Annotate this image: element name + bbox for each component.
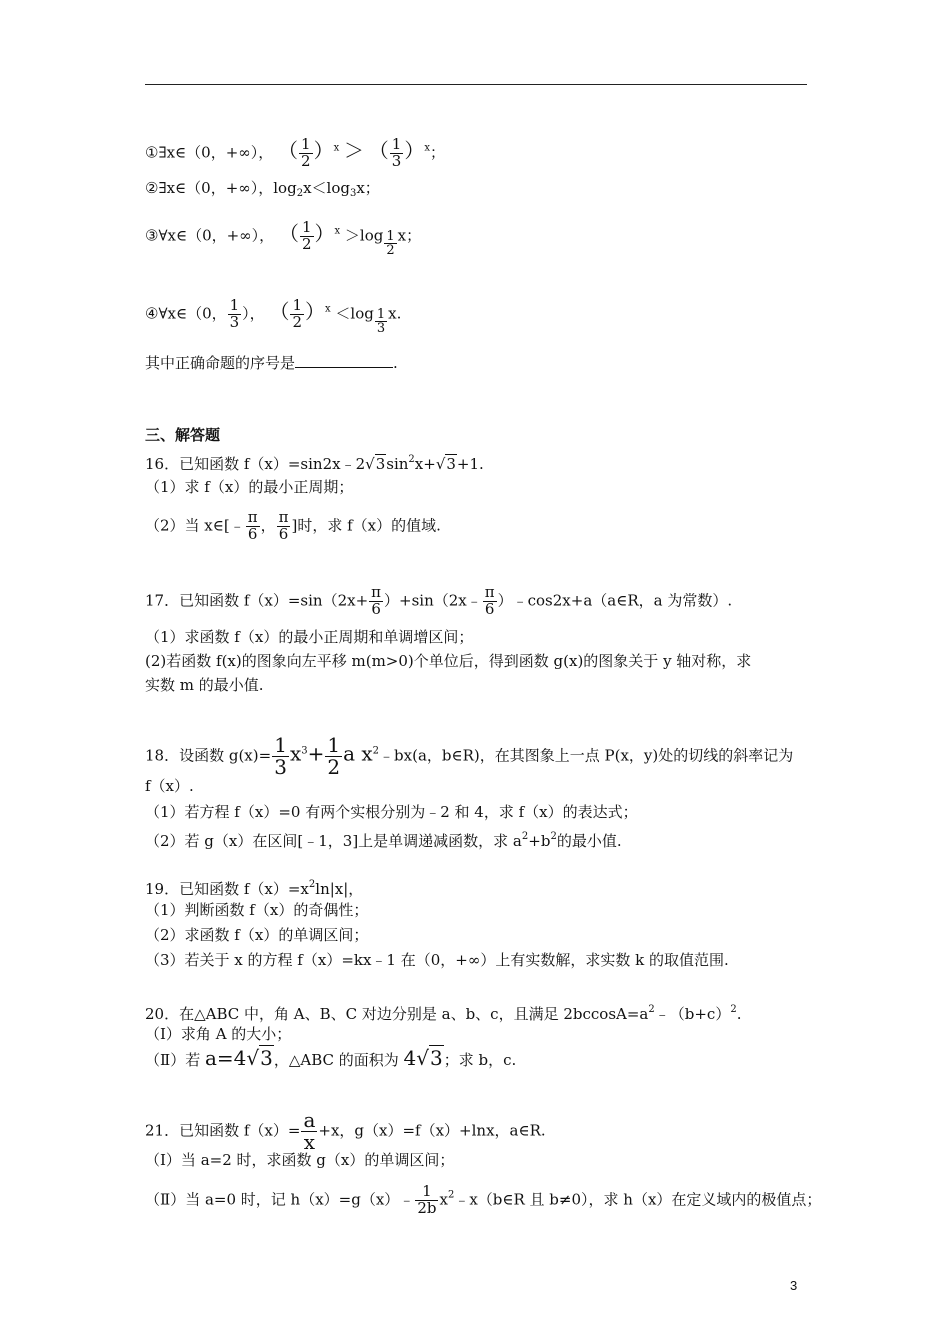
question-18-part-1: （1）若方程 f（x）=0 有两个实根分别为﹣2 和 4，求 f（x）的表达式； xyxy=(145,803,638,821)
question-20-part-1: （Ⅰ）求角 A 的大小； xyxy=(145,1025,292,1043)
header-rule xyxy=(145,84,807,85)
question-18: 18．设函数 g(x)= $\frac{1}{3}$ $x^3+$ $\frac{1}{2}$ a $x^2﹣bx(a$，b∈R)，在其图象上一点 P(x，y)处的切线的斜率记为 xyxy=(145,733,794,779)
question-17-part-2: (2)若函数 f(x)的图象向左平移 m(m>0)个单位后，得到函数 g(x)的图象关于 y 轴对称，求 xyxy=(145,652,752,670)
question-20: 20．在△ABC 中，角 A、B、C 对边分别是 a、b、c，且满足 $2bccosA=a^2﹣(b+c)^2$. xyxy=(145,1004,742,1023)
question-16: 16．已知函数 $f(x)=\sin 2x﹣2√3\sin^2x+√3+1$. xyxy=(145,454,484,473)
question-19-part-1: （1）判断函数 f（x）的奇偶性； xyxy=(145,901,369,919)
page-number: 3 xyxy=(790,1278,798,1293)
question-16-part-2: （2）当 x∈[﹣ $\frac{\pi}{6}$ ， $\frac{\pi}{6}$ ]时，求 f（x）的值域. xyxy=(145,508,441,543)
question-16-part-1: （1）求 f（x）的最小正周期； xyxy=(145,478,354,496)
question-17-part-1: （1）求函数 f（x）的最小正周期和单调增区间； xyxy=(145,628,474,646)
proposition-3: ③∀x∈（0，+∞）， （ $\frac{1}{2}$ ）$^x$ ＞log $\frac{1}{2}$ x； xyxy=(145,218,422,259)
question-19: 19．已知函数 $f(x)=x^2\ln|x|$， xyxy=(145,879,364,898)
fill-blank-question: 其中正确命题的序号是 . xyxy=(145,354,398,372)
proposition-4: ④∀x∈（0， $\frac{1}{3}$ ）， （ $\frac{1}{2}$ ）$^x$ ＜log $\frac{1}{3}$ x. xyxy=(145,296,402,337)
question-17-part-2-cont: 实数 m 的最小值. xyxy=(145,676,264,694)
question-20-part-2: （Ⅱ）若 a=4√3，△ABC 的面积为 4√3；求 b，c. xyxy=(145,1046,517,1070)
section-title: 三、解答题 xyxy=(145,426,221,444)
question-19-part-2: （2）求函数 f（x）的单调区间； xyxy=(145,926,369,944)
question-19-part-3: （3）若关于 x 的方程 f（x）=kx﹣1 在（0，+∞）上有实数解，求实数 k 的取值范围. xyxy=(145,951,729,969)
proposition-2: ②∃x∈（0，+∞），$\log_2x<\log_3x$； xyxy=(145,179,380,199)
question-21: 21．已知函数 f（x）= $\frac{a}{x}$ +x，g（x）=f（x）+lnx，a∈R. xyxy=(145,1108,546,1154)
question-18-cont: f（x）. xyxy=(145,777,194,795)
question-21-part-1: （Ⅰ）当 a=2 时，求函数 g（x）的单调区间； xyxy=(145,1151,455,1169)
question-21-part-2: （Ⅱ）当 a=0 时，记 h（x）=g（x）﹣ $\frac{1}{2b}$ $x^2﹣x(b\in R$ 且 b≠0），求 h（x）在定义域内的极值点； xyxy=(145,1182,822,1217)
answer-blank xyxy=(295,355,393,368)
question-17: 17．已知函数 f（x）=sin（2x+ $\frac{\pi}{6}$ ）+sin（2x﹣ $\frac{\pi}{6}$ ）﹣cos2x+a（a∈R，a 为常数）. xyxy=(145,583,733,618)
proposition-1: ①∃x∈（0，+∞）， （ $\frac{1}{2}$ ）$^x$ ＞ （ $\frac{1}{3}$ ）$^x$； xyxy=(145,135,445,170)
question-18-part-2: （2）若 g（x）在区间[﹣1，3]上是单调递减函数，求 $a^2+b^2$的最小值. xyxy=(145,831,622,850)
